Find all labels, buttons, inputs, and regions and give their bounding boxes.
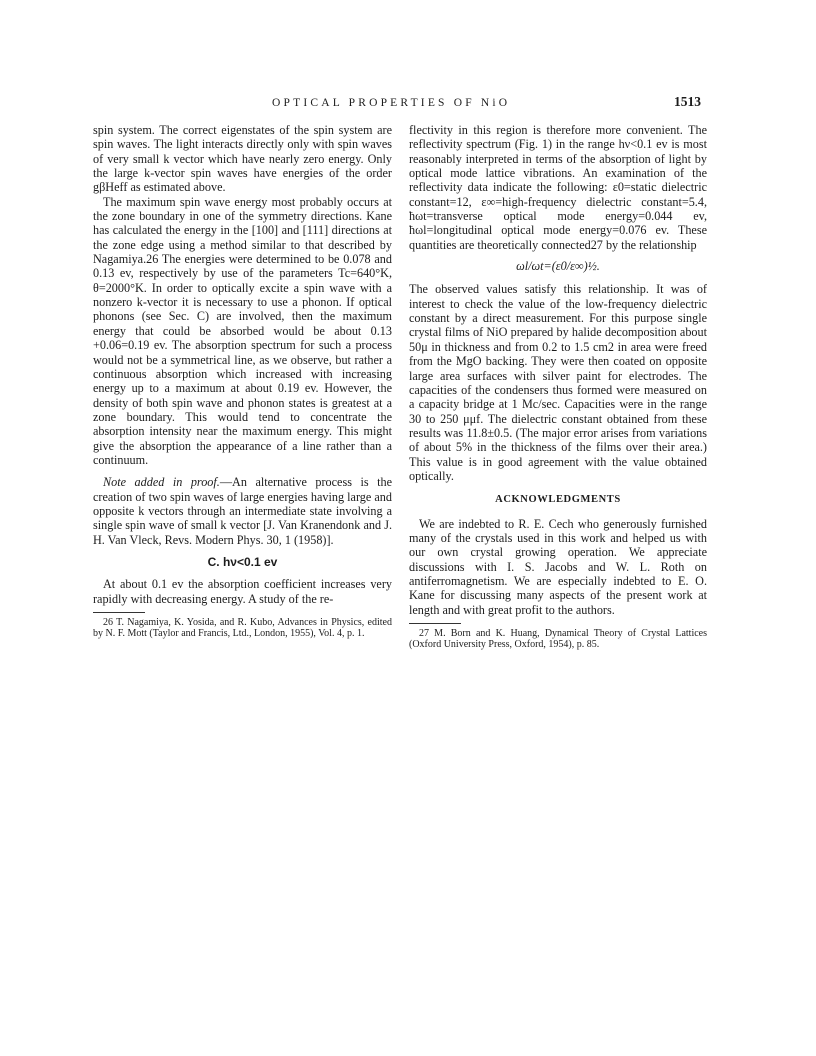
equation: ωl/ωt=(ε0/ε∞)½. [516,259,600,274]
paragraph-gap [93,467,392,475]
footnote-27: 27 M. Born and K. Huang, Dynamical Theory of Crystal Lattices (Oxford University Press, Oxford, 1954), p. 85. [409,628,707,651]
left-paragraph-1: spin system. The correct eigenstates of the spin system are spin waves. The light interacts directly only with spin waves of very small k vector which have nearly zero energy. Only the large k-vector spin waves have energies of the order gβHeff as estimated above. [93,123,392,195]
right-paragraph-1: flectivity in this region is therefore more convenient. The reflectivity spectrum (Fig. 1) in the range hν<0.1 ev is most reasonably interpreted in terms of the absorption of light by optical mode lattice vibrations. An examination of the reflectivity data indicate the following: ε0=static dielectric constant=12, ε∞=high-frequency dielectric constant=5.4, ħωt=transverse optical mode energy=0.044 ev, ħωl=longitudinal optical mode energy=0.076 ev. These quantities are theoretically connected27 by the relationship [409,123,707,252]
left-paragraph-2: The maximum spin wave energy most probably occurs at the zone boundary in one of the symmetry directions. Kane has calculated the energy in the [100] and [111] directions at the zone edge using a method similar to that described by Nagamiya.26 The energies were determined to be 0.078 and 0.13 ev, respectively by use of the parameters Tc=640°K, θ=2000°K. In order to optically excite a spin wave with a nonzero k-vector it is necessary to use a phonon. If optical phonons (see Sec. C) are involved, then the maximum energy that could be absorbed would be about 0.13 +0.06=0.19 ev. The absorption spectrum for such a process would not be a symmetrical line, as we observe, but rather a continuous absorption which increased with increasing energy up to a maximum at about 0.19 ev. However, the density of both spin wave and phonon states is greatest at a zone boundary. This would tend to concentrate the absorption intensity near the maximum energy. This might give the absorption the appearance of a line rather than a continuum. [93,194,392,467]
acknowledgments-heading: ACKNOWLEDGMENTS [495,494,621,506]
right-paragraph-2: The observed values satisfy this relationship. It was of interest to check the value of the low-frequency dielectric constant by a direct measurement. For this purpose single crystal films of NiO prepared by halide decomposition about 50μ in thickness and from 0.2 to 1.5 cm2 in area were freed from the MgO backing. They were then coated on opposite large area surfaces with silver paint for electrodes. The capacities of the condensers thus formed were measured on a capacity bridge at 1 Mc/sec. Capacities were in the range 30 to 250 μμf. The dielectric constant obtained from these results was 11.8±0.5. (The major error arises from variations of about 5% in the thickness of the films over their area.) This value is in good agreement with the value obtained optically. [409,282,707,483]
page-number: 1513 [674,94,701,109]
right-column [409,123,707,651]
footnote-26: 26 T. Nagamiya, K. Yosida, and R. Kubo, Advances in Physics, edited by N. F. Mott (Taylor and Francis, Ltd., London, 1955), Vol. 4, p. 1. [93,617,392,640]
acknowledgments-paragraph: We are indebted to R. E. Cech who generously furnished many of the crystals used in this work and helped us with our own crystal growing operation. We appreciate discussions with I. S. Jacobs and W. L. Roth on antiferromagnetism. We are especially indebted to E. O. Kane for discussing many aspects of the present work at length and with great profit to the authors. [409,516,707,617]
section-heading-c: C. hν<0.1 ev [207,554,278,569]
left-paragraph-3: At about 0.1 ev the absorption coefficient increases very rapidly with decreasing energy. A study of the re- [93,577,392,606]
note-added-in-proof [93,475,392,547]
running-title: OPTICAL PROPERTIES OF NiO [272,97,511,109]
note-text: —An alternative process is the creation of two spin waves of large energies having large and opposite k vectors through an intermediate state involving a single spin wave of small k vector [J. Van Kranendonk and J. H. Van Vleck, Revs. Modern Phys. 30, 1 (1958)]. [93,475,392,547]
note-lead: Note added in proof. [103,475,220,490]
footnote-rule [93,612,145,613]
footnote-rule [409,623,461,624]
left-column [93,123,392,640]
